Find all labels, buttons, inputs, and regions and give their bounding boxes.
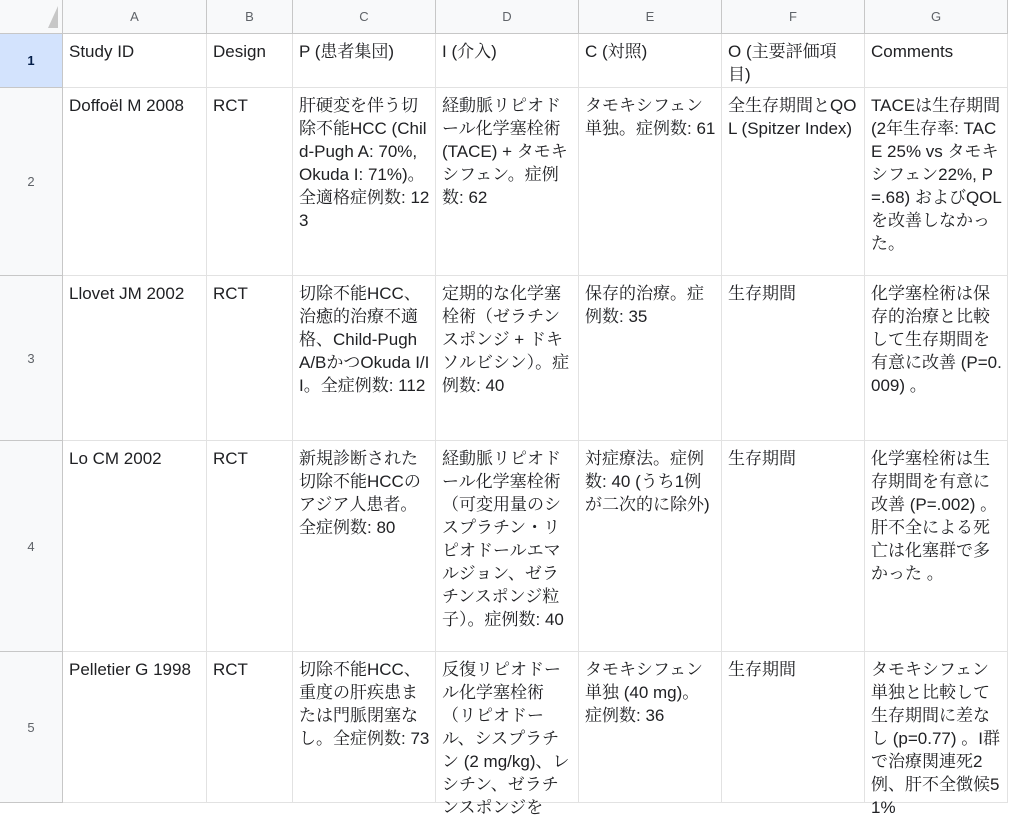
- column-header-a[interactable]: A: [63, 0, 207, 34]
- column-header-e[interactable]: E: [579, 0, 722, 34]
- cell-f2[interactable]: 全生存期間とQOL (Spitzer Index): [722, 88, 865, 276]
- cell-d2[interactable]: 経動脈リピオドール化学塞栓術 (TACE) + タモキシフェン。症例数: 62: [436, 88, 579, 276]
- cell-a1[interactable]: Study ID: [63, 34, 207, 88]
- column-header-b[interactable]: B: [207, 0, 293, 34]
- cell-e5[interactable]: タモキシフェン単独 (40 mg)。症例数: 36: [579, 652, 722, 803]
- column-header-f[interactable]: F: [722, 0, 865, 34]
- cell-a5[interactable]: Pelletier G 1998: [63, 652, 207, 803]
- cell-f3[interactable]: 生存期間: [722, 276, 865, 441]
- cell-a4[interactable]: Lo CM 2002: [63, 441, 207, 652]
- cell-d3[interactable]: 定期的な化学塞栓術（ゼラチンスポンジ + ドキソルビシン）。症例数: 40: [436, 276, 579, 441]
- cell-f5[interactable]: 生存期間: [722, 652, 865, 803]
- cell-d1[interactable]: I (介入): [436, 34, 579, 88]
- cell-e1[interactable]: C (対照): [579, 34, 722, 88]
- cell-f4[interactable]: 生存期間: [722, 441, 865, 652]
- column-header-c[interactable]: C: [293, 0, 436, 34]
- cell-g1[interactable]: Comments: [865, 34, 1008, 88]
- cell-c4[interactable]: 新規診断された切除不能HCCのアジア人患者。全症例数: 80: [293, 441, 436, 652]
- cell-a3[interactable]: Llovet JM 2002: [63, 276, 207, 441]
- cell-e3[interactable]: 保存的治療。症例数: 35: [579, 276, 722, 441]
- row-header-5[interactable]: 5: [0, 652, 63, 803]
- cell-b5[interactable]: RCT: [207, 652, 293, 803]
- cell-f1[interactable]: O (主要評価項目): [722, 34, 865, 88]
- row-header-4[interactable]: 4: [0, 441, 63, 652]
- cell-e4[interactable]: 対症療法。症例数: 40 (うち1例が二次的に除外): [579, 441, 722, 652]
- cell-b2[interactable]: RCT: [207, 88, 293, 276]
- cell-b4[interactable]: RCT: [207, 441, 293, 652]
- cell-g3[interactable]: 化学塞栓術は保存的治療と比較して生存期間を有意に改善 (P=0.009) 。: [865, 276, 1008, 441]
- cell-c2[interactable]: 肝硬変を伴う切除不能HCC (Child-Pugh A: 70%, Okuda I: 71%)。全適格症例数: 123: [293, 88, 436, 276]
- row-header-3[interactable]: 3: [0, 276, 63, 441]
- next-column-edge: [1008, 0, 1024, 803]
- cell-b1[interactable]: Design: [207, 34, 293, 88]
- cell-a2[interactable]: Doffoël M 2008: [63, 88, 207, 276]
- cell-c5[interactable]: 切除不能HCC、重度の肝疾患または門脈閉塞なし。全症例数: 73: [293, 652, 436, 803]
- row-header-1[interactable]: 1: [0, 34, 63, 88]
- cell-c3[interactable]: 切除不能HCC、治癒的治療不適格、Child-Pugh A/BかつOkuda I/II。全症例数: 112: [293, 276, 436, 441]
- cell-c1[interactable]: P (患者集団): [293, 34, 436, 88]
- select-all-corner[interactable]: [0, 0, 63, 34]
- cell-g4[interactable]: 化学塞栓術は生存期間を有意に改善 (P=.002) 。肝不全による死亡は化塞群で多かった 。: [865, 441, 1008, 652]
- cell-g5[interactable]: タモキシフェン単独と比較して生存期間に差なし (p=0.77) 。I群で治療関連死2例、肝不全徴候51%: [865, 652, 1008, 803]
- column-header-g[interactable]: G: [865, 0, 1008, 34]
- row-header-2[interactable]: 2: [0, 88, 63, 276]
- cell-e2[interactable]: タモキシフェン単独。症例数: 61: [579, 88, 722, 276]
- cell-d4[interactable]: 経動脈リピオドール化学塞栓術（可変用量のシスプラチン・リピオドールエマルジョン、ゼラチンスポンジ粒子）。症例数: 40: [436, 441, 579, 652]
- cell-g2[interactable]: TACEは生存期間 (2年生存率: TACE 25% vs タモキシフェン22%, P=.68) およびQOLを改善しなかった。: [865, 88, 1008, 276]
- column-header-d[interactable]: D: [436, 0, 579, 34]
- cell-b3[interactable]: RCT: [207, 276, 293, 441]
- cell-d5[interactable]: 反復リピオドール化学塞栓術（リピオドール、シスプラチン (2 mg/kg)、レシチン、ゼラチンスポンジを: [436, 652, 579, 803]
